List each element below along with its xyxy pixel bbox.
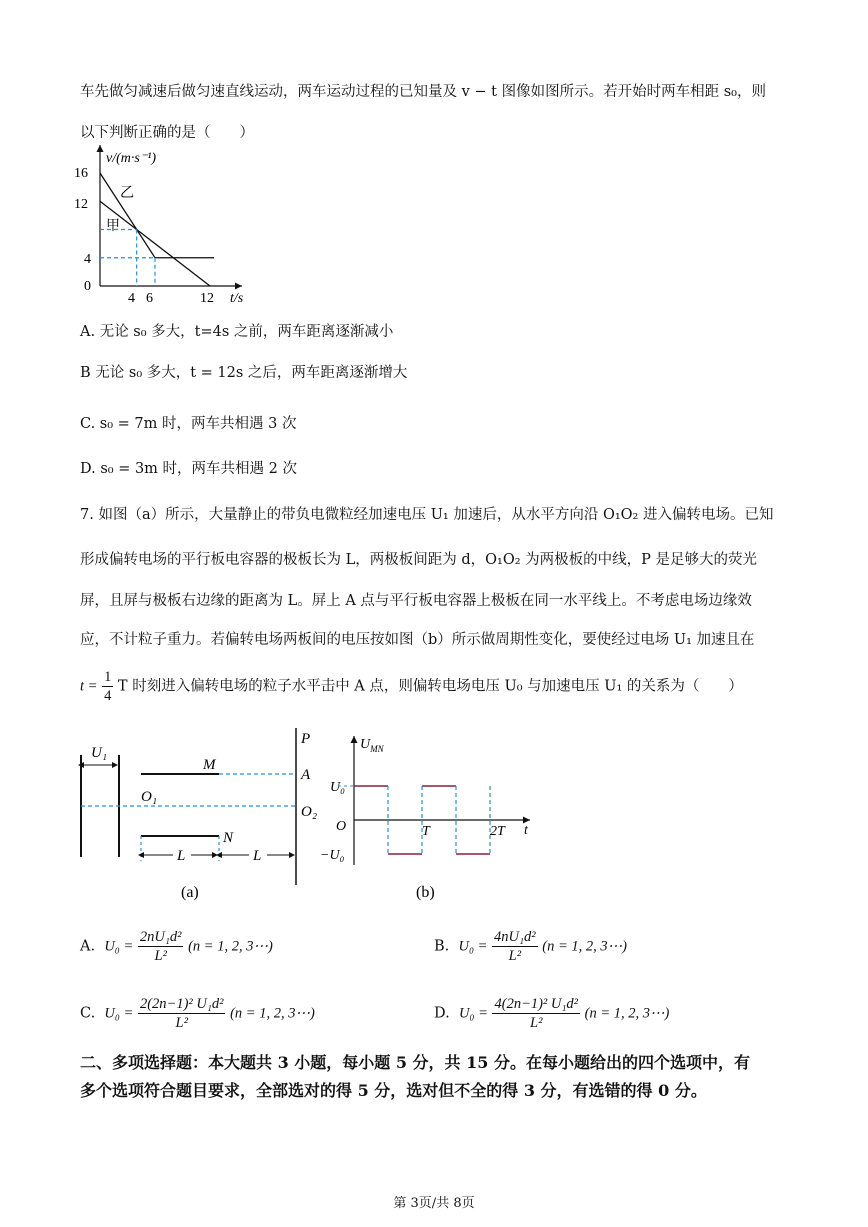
fig-b-2t: 2T (490, 824, 505, 839)
q7-option-a-cond: (n = 1, 2, 3⋯) (188, 938, 273, 955)
q7-line2: 形成偏转电场的平行板电容器的极板长为 L，两极板间距为 d，O₁O₂ 为两极板的中线，P 是足够大的荧光 (80, 552, 758, 568)
vt-chart (70, 140, 270, 310)
vt-series-line-0 (100, 173, 210, 258)
fig-b-caption: (b) (416, 884, 435, 901)
q7-option-d (434, 995, 669, 1032)
q7-option-c-num: 2(2n−1)² U₁d² (139, 996, 224, 1012)
vt-xtick-12: 12 (200, 291, 214, 306)
q7-option-d-num: 4(2n−1)² U₁d² (494, 996, 579, 1012)
q6-option-c: C. s₀ = 7m 时，两车共相遇 3 次 (80, 416, 297, 432)
q7-option-d-frac (492, 995, 580, 1032)
q6-intro-line1: 车先做匀减速后做匀速直线运动，两车运动过程的已知量及 v − t 图像如图所示。若开始时两车相距 s₀，则 (80, 84, 766, 100)
q7-option-c-den: L² (175, 1015, 188, 1031)
q7-option-c-frac (138, 995, 226, 1032)
q7-option-b-frac (492, 928, 538, 965)
q7-option-b-cond: (n = 1, 2, 3⋯) (542, 938, 627, 955)
fig-b-origin: O (336, 819, 347, 834)
fig-a-u1: U₁ (91, 745, 108, 761)
q7-option-b (434, 928, 627, 965)
q7-line5-rest: T 时刻进入偏转电场的粒子水平击中 A 点，则偏转电场电压 U₀ 与加速电压 U₁ 的关系为（ ） (117, 678, 743, 695)
fig-b-ylabel: $U_{MN}$ (360, 737, 384, 754)
vt-ytick-16: 16 (74, 166, 88, 181)
vt-ytick-4: 4 (84, 252, 91, 267)
vt-ytick-0: 0 (84, 279, 91, 294)
vt-xlabel: t/s (230, 291, 244, 306)
page-footer: 第 3页/共 8页 (393, 1196, 475, 1211)
fig-a-caption: (a) (181, 884, 199, 901)
section2-line2: 多个选项符合题目要求，全部选对的得 5 分，选对但不全的得 3 分，有选错的得 0 分。 (80, 1081, 707, 1100)
q7-option-a-num: 2nU₁d² (139, 929, 182, 945)
fig-a-n: N (223, 830, 234, 846)
fig-a-a: A (301, 767, 311, 783)
fig-a-o2: O₂ (301, 804, 318, 820)
q7-line5-prefix: t = (80, 678, 98, 695)
vt-xtick-6: 6 (146, 291, 153, 306)
q7-option-c-cond: (n = 1, 2, 3⋯) (230, 1005, 315, 1022)
q7-line4: 应，不计粒子重力。若偏转电场两板间的电压按如图（b）所示做周期性变化，要使经过电场 U₁ 加速且在 (80, 632, 755, 648)
q6-option-d: D. s₀ = 3m 时，两车共相遇 2 次 (80, 461, 297, 477)
fig-a-l1: L (177, 848, 186, 864)
fig-b-t: T (422, 824, 430, 839)
vt-label-jia: 甲 (106, 219, 120, 234)
q7-option-c-label: C. (80, 1005, 96, 1022)
figure-b (318, 730, 548, 905)
q7-option-b-num: 4nU₁d² (494, 929, 536, 945)
q7-line3: 屏，且屏与极板右边缘的距离为 L。屏上 A 点与平行板电容器上极板在同一水平线上。不考虑电场边缘效 (80, 593, 752, 609)
q7-line5 (80, 668, 743, 705)
q7-option-a (80, 928, 273, 965)
figure-a (75, 725, 335, 905)
q7-option-b-lhs: U₀ = (458, 938, 488, 955)
fig-a-l2: L (253, 848, 262, 864)
q7-option-d-label: D. (434, 1005, 450, 1022)
vt-ylabel: v/(m·s⁻¹) (106, 151, 157, 166)
q6-intro-line2: 以下判断正确的是（ ） (80, 125, 254, 141)
q7-option-a-frac (138, 928, 184, 965)
q7-option-b-den: L² (508, 948, 522, 964)
vt-xtick-4: 4 (128, 291, 135, 306)
fig-a-o1: O₁ (141, 789, 158, 805)
fig-b-neg-u0: −U₀ (320, 848, 345, 863)
q7-option-a-label: A. (80, 938, 96, 955)
q6-option-b: B 无论 s₀ 多大，t = 12s 之后，两车距离逐渐增大 (80, 365, 408, 381)
q7-frac-den: 4 (104, 688, 112, 704)
q7-option-c-lhs: U₀ = (104, 1005, 134, 1022)
q7-line5-fraction (102, 668, 113, 705)
fig-b-u0: U₀ (330, 780, 345, 795)
q7-option-a-lhs: U₀ = (104, 938, 134, 955)
fig-a-m: M (203, 757, 216, 773)
q7-option-d-den: L² (530, 1015, 543, 1031)
q7-option-a-den: L² (154, 948, 167, 964)
q7-option-d-lhs: U₀ = (458, 1005, 488, 1022)
section2-line1: 二、多项选择题：本大题共 3 小题，每小题 5 分，共 15 分。在每小题给出的四个选项中，有 (80, 1053, 750, 1072)
q7-line1: 7. 如图（a）所示，大量静止的带负电微粒经加速电压 U₁ 加速后，从水平方向沿 O₁O₂ 进入偏转电场。已知 (80, 507, 774, 523)
q7-option-c (80, 995, 315, 1032)
fig-b-ylabel-sub: MN (370, 744, 384, 754)
q7-option-b-label: B. (434, 938, 450, 955)
q6-option-a: A. 无论 s₀ 多大，t=4s 之前，两车距离逐渐减小 (80, 324, 394, 340)
q7-option-d-cond: (n = 1, 2, 3⋯) (584, 1005, 670, 1022)
fig-a-p: P (301, 731, 311, 747)
fig-b-taxis-label: t (524, 823, 528, 838)
vt-label-yi: 乙 (120, 186, 134, 201)
vt-ytick-12: 12 (74, 197, 88, 212)
q7-frac-num: 1 (104, 669, 112, 685)
